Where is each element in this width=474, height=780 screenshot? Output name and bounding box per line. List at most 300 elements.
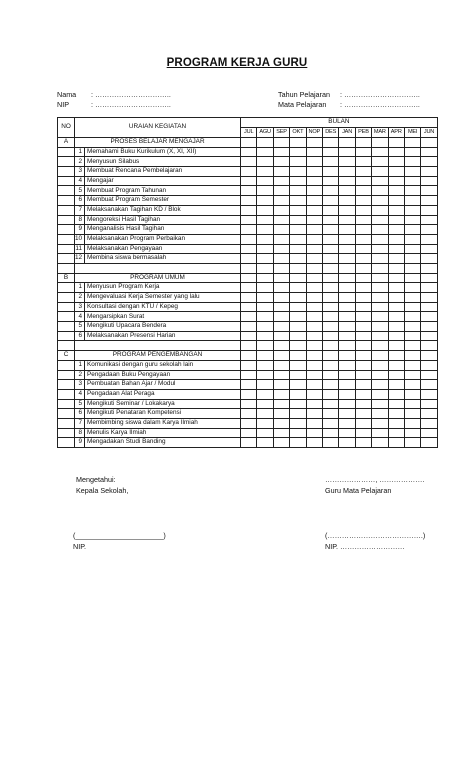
- row-blank: [58, 167, 75, 177]
- item-text: Mengikuti Penataran Kompetensi: [85, 409, 241, 419]
- month-cell: [404, 370, 420, 380]
- month-cell: [306, 399, 322, 409]
- month-cell: [421, 312, 437, 322]
- month-cell: [241, 244, 257, 254]
- month-cell: [339, 380, 355, 390]
- month-cell: [388, 147, 404, 157]
- item-number: 3: [75, 167, 85, 177]
- page-title: PROGRAM KERJA GURU: [166, 57, 308, 69]
- month-cell: [290, 147, 306, 157]
- table-row: [58, 418, 438, 428]
- item-number: 1: [75, 360, 85, 370]
- month-cell: [241, 215, 257, 225]
- month-cell: [355, 234, 371, 244]
- month-cell: [290, 186, 306, 196]
- month-cell: [241, 302, 257, 312]
- month-cell: [241, 370, 257, 380]
- month-cell: [388, 254, 404, 264]
- month-cell: [322, 283, 338, 293]
- month-cell: [322, 351, 338, 361]
- item-number: 12: [75, 254, 85, 264]
- month-cell: [322, 273, 338, 283]
- month-cell: [404, 215, 420, 225]
- month-cell: [388, 234, 404, 244]
- month-cell: [388, 205, 404, 215]
- month-cell: [290, 428, 306, 438]
- table-row: [58, 234, 438, 244]
- spacer-cell: [58, 263, 75, 273]
- month-cell: [404, 283, 420, 293]
- month-cell: [388, 418, 404, 428]
- item-text: Melaksanakan Presensi Harian: [85, 331, 241, 341]
- table-row: [58, 147, 438, 157]
- month-cell: [306, 428, 322, 438]
- month-cell: [372, 380, 388, 390]
- meta-tahun: [278, 90, 420, 100]
- month-cell: [290, 167, 306, 177]
- month-cell: [322, 380, 338, 390]
- row-blank: [58, 312, 75, 322]
- month-cell: [421, 370, 437, 380]
- month-cell: [339, 263, 355, 273]
- month-cell: [273, 409, 289, 419]
- footer-left-name: (______________________): [73, 531, 166, 540]
- month-cell: [388, 293, 404, 303]
- row-blank: [58, 418, 75, 428]
- month-cell: [339, 341, 355, 351]
- item-text: Melaksanakan Program Perbaikan: [85, 234, 241, 244]
- month-cell: [355, 389, 371, 399]
- month-cell: [306, 147, 322, 157]
- table-row: [58, 176, 438, 186]
- month-cell: [339, 147, 355, 157]
- month-cell: [257, 389, 273, 399]
- month-cell: [388, 399, 404, 409]
- item-number: 6: [75, 331, 85, 341]
- month-cell: [404, 322, 420, 332]
- month-cell: [257, 138, 273, 148]
- row-blank: [58, 225, 75, 235]
- month-cell: [241, 293, 257, 303]
- month-cell: [421, 147, 437, 157]
- month-cell: [404, 234, 420, 244]
- month-cell: [306, 244, 322, 254]
- month-cell: [372, 341, 388, 351]
- month-cell: [290, 418, 306, 428]
- month-cell: [290, 205, 306, 215]
- table-row: [58, 428, 438, 438]
- month-cell: [388, 215, 404, 225]
- month-cell: [355, 438, 371, 448]
- month-cell: [355, 176, 371, 186]
- month-cell: [257, 147, 273, 157]
- month-cell: [388, 225, 404, 235]
- item-text: Mengadakan Studi Banding: [85, 438, 241, 448]
- month-cell: [339, 215, 355, 225]
- month-cell: [322, 225, 338, 235]
- month-cell: [273, 205, 289, 215]
- month-cell: [322, 418, 338, 428]
- month-cell: [322, 370, 338, 380]
- month-cell: [421, 254, 437, 264]
- row-blank: [58, 370, 75, 380]
- item-number: 5: [75, 399, 85, 409]
- month-cell: [306, 438, 322, 448]
- month-cell: [322, 341, 338, 351]
- item-number: 8: [75, 215, 85, 225]
- month-cell: [241, 438, 257, 448]
- month-cell: [372, 138, 388, 148]
- month-cell: [372, 196, 388, 206]
- item-number: 4: [75, 389, 85, 399]
- month-cell: [241, 186, 257, 196]
- month-cell: [257, 360, 273, 370]
- row-blank: [58, 399, 75, 409]
- row-blank: [58, 331, 75, 341]
- month-cell: [404, 293, 420, 303]
- month-header: JAN: [339, 128, 355, 138]
- month-cell: [339, 438, 355, 448]
- month-cell: [421, 176, 437, 186]
- table-row: [58, 254, 438, 264]
- month-cell: [339, 428, 355, 438]
- month-cell: [372, 254, 388, 264]
- month-cell: [421, 157, 437, 167]
- month-cell: [322, 215, 338, 225]
- month-cell: [388, 167, 404, 177]
- month-cell: [404, 341, 420, 351]
- month-cell: [355, 138, 371, 148]
- month-cell: [306, 273, 322, 283]
- month-cell: [241, 147, 257, 157]
- month-cell: [339, 418, 355, 428]
- month-cell: [241, 263, 257, 273]
- month-cell: [257, 176, 273, 186]
- meta-nama-value: : …………………………..: [91, 90, 171, 99]
- table-row: [58, 244, 438, 254]
- month-cell: [273, 428, 289, 438]
- month-cell: [241, 312, 257, 322]
- month-cell: [355, 244, 371, 254]
- month-cell: [421, 428, 437, 438]
- month-cell: [290, 176, 306, 186]
- month-cell: [404, 428, 420, 438]
- month-cell: [241, 389, 257, 399]
- row-blank: [58, 176, 75, 186]
- item-number: 1: [75, 147, 85, 157]
- month-cell: [306, 157, 322, 167]
- item-text: Pembuatan Bahan Ajar / Modul: [85, 380, 241, 390]
- item-number: 6: [75, 409, 85, 419]
- month-cell: [388, 389, 404, 399]
- month-cell: [273, 254, 289, 264]
- month-cell: [241, 418, 257, 428]
- table-row: [58, 302, 438, 312]
- month-cell: [241, 409, 257, 419]
- item-text: Komunikasi dengan guru sekolah lain: [85, 360, 241, 370]
- month-cell: [241, 234, 257, 244]
- month-cell: [355, 360, 371, 370]
- meta-mapel-value: : …………………………..: [340, 100, 420, 109]
- item-text: Membimbing siswa dalam Karya Ilmiah: [85, 418, 241, 428]
- row-blank: [58, 205, 75, 215]
- month-cell: [273, 341, 289, 351]
- row-blank: [58, 147, 75, 157]
- table-row: [58, 399, 438, 409]
- month-cell: [372, 186, 388, 196]
- month-cell: [306, 254, 322, 264]
- month-cell: [388, 196, 404, 206]
- month-cell: [421, 293, 437, 303]
- month-cell: [421, 322, 437, 332]
- item-text: Mengikuti Upacara Bendera: [85, 322, 241, 332]
- month-cell: [273, 234, 289, 244]
- month-cell: [388, 157, 404, 167]
- month-cell: [241, 360, 257, 370]
- month-cell: [355, 322, 371, 332]
- col-uraian-header: URAIAN KEGIATAN: [75, 118, 241, 138]
- month-cell: [306, 312, 322, 322]
- month-cell: [257, 283, 273, 293]
- spacer-cell: [75, 341, 241, 351]
- month-cell: [421, 351, 437, 361]
- month-cell: [257, 186, 273, 196]
- month-cell: [388, 176, 404, 186]
- month-cell: [421, 196, 437, 206]
- table-row: [58, 215, 438, 225]
- month-header: AGU: [257, 128, 273, 138]
- month-cell: [355, 225, 371, 235]
- month-cell: [273, 147, 289, 157]
- month-cell: [355, 273, 371, 283]
- month-cell: [273, 389, 289, 399]
- item-text: Melaksanakan Pengayaan: [85, 244, 241, 254]
- month-cell: [306, 380, 322, 390]
- month-cell: [257, 273, 273, 283]
- month-cell: [421, 360, 437, 370]
- month-header: JUL: [241, 128, 257, 138]
- month-cell: [339, 389, 355, 399]
- month-cell: [257, 302, 273, 312]
- month-cell: [273, 322, 289, 332]
- month-cell: [404, 409, 420, 419]
- row-blank: [58, 234, 75, 244]
- month-cell: [322, 263, 338, 273]
- month-cell: [306, 234, 322, 244]
- month-cell: [339, 351, 355, 361]
- footer-right-sign: [325, 530, 425, 552]
- month-cell: [421, 438, 437, 448]
- item-text: Membina siswa bermasalah: [85, 254, 241, 264]
- month-cell: [404, 254, 420, 264]
- row-blank: [58, 215, 75, 225]
- month-cell: [306, 389, 322, 399]
- meta-nip-value: : …………………………..: [91, 100, 171, 109]
- section-letter: B: [58, 273, 75, 283]
- month-cell: [241, 138, 257, 148]
- item-text: Memahami Buku Kurikulum (X, XI, XII): [85, 147, 241, 157]
- month-cell: [339, 322, 355, 332]
- month-cell: [257, 196, 273, 206]
- month-cell: [290, 331, 306, 341]
- month-cell: [421, 244, 437, 254]
- month-cell: [404, 312, 420, 322]
- month-cell: [273, 399, 289, 409]
- month-cell: [322, 254, 338, 264]
- item-number: 5: [75, 186, 85, 196]
- row-blank: [58, 302, 75, 312]
- footer-kepala-sekolah: Kepala Sekolah,: [76, 486, 129, 495]
- month-cell: [339, 312, 355, 322]
- month-cell: [241, 341, 257, 351]
- month-cell: [404, 351, 420, 361]
- table-row: [58, 283, 438, 293]
- meta-nip: [57, 100, 171, 110]
- month-cell: [290, 409, 306, 419]
- month-cell: [372, 293, 388, 303]
- month-cell: [355, 186, 371, 196]
- table-row: [58, 322, 438, 332]
- month-cell: [355, 293, 371, 303]
- item-text: Menyusun Silabus: [85, 157, 241, 167]
- month-cell: [404, 167, 420, 177]
- month-cell: [339, 196, 355, 206]
- month-cell: [372, 215, 388, 225]
- month-cell: [421, 331, 437, 341]
- month-cell: [322, 234, 338, 244]
- month-cell: [257, 205, 273, 215]
- month-cell: [290, 322, 306, 332]
- month-cell: [290, 157, 306, 167]
- section-heading: PROGRAM PENGEMBANGAN: [75, 351, 241, 361]
- month-cell: [388, 283, 404, 293]
- month-cell: [421, 167, 437, 177]
- month-cell: [273, 167, 289, 177]
- month-cell: [306, 263, 322, 273]
- month-cell: [257, 215, 273, 225]
- month-cell: [322, 322, 338, 332]
- row-blank: [58, 283, 75, 293]
- month-cell: [257, 293, 273, 303]
- month-cell: [257, 418, 273, 428]
- month-cell: [273, 293, 289, 303]
- meta-mapel: [278, 100, 420, 110]
- month-cell: [290, 234, 306, 244]
- spacer-cell: [58, 341, 75, 351]
- spacer-row: [58, 341, 438, 351]
- item-number: 4: [75, 176, 85, 186]
- col-bulan-header: BULAN: [241, 118, 438, 128]
- month-cell: [339, 283, 355, 293]
- month-cell: [257, 322, 273, 332]
- month-cell: [388, 341, 404, 351]
- item-number: 10: [75, 234, 85, 244]
- month-cell: [388, 138, 404, 148]
- month-cell: [388, 273, 404, 283]
- month-cell: [306, 293, 322, 303]
- month-cell: [404, 147, 420, 157]
- month-header: PEB: [355, 128, 371, 138]
- month-cell: [241, 176, 257, 186]
- month-cell: [339, 167, 355, 177]
- meta-left: [57, 90, 171, 110]
- item-number: 1: [75, 283, 85, 293]
- month-cell: [257, 263, 273, 273]
- month-cell: [322, 331, 338, 341]
- month-cell: [322, 389, 338, 399]
- month-cell: [241, 254, 257, 264]
- meta-nama: [57, 90, 171, 100]
- month-cell: [355, 399, 371, 409]
- month-cell: [241, 167, 257, 177]
- month-cell: [306, 283, 322, 293]
- month-cell: [404, 380, 420, 390]
- month-cell: [339, 273, 355, 283]
- month-cell: [339, 399, 355, 409]
- row-blank: [58, 196, 75, 206]
- month-cell: [290, 293, 306, 303]
- month-cell: [290, 244, 306, 254]
- month-cell: [306, 370, 322, 380]
- month-cell: [372, 360, 388, 370]
- month-cell: [241, 157, 257, 167]
- month-cell: [355, 312, 371, 322]
- month-cell: [290, 438, 306, 448]
- month-cell: [306, 341, 322, 351]
- item-text: Mengevaluasi Kerja Semester yang lalu: [85, 293, 241, 303]
- month-cell: [241, 273, 257, 283]
- month-cell: [372, 225, 388, 235]
- table-row: [58, 157, 438, 167]
- month-header: JUN: [421, 128, 437, 138]
- item-text: Pengadaan Buku Pengayaan: [85, 370, 241, 380]
- item-text: Mengarsipkan Surat: [85, 312, 241, 322]
- section-header-row: [58, 273, 438, 283]
- month-cell: [273, 283, 289, 293]
- month-cell: [372, 244, 388, 254]
- month-cell: [306, 215, 322, 225]
- month-cell: [241, 322, 257, 332]
- month-cell: [290, 389, 306, 399]
- month-cell: [273, 331, 289, 341]
- month-cell: [322, 147, 338, 157]
- section-letter: A: [58, 138, 75, 148]
- month-cell: [273, 380, 289, 390]
- month-cell: [290, 254, 306, 264]
- row-blank: [58, 293, 75, 303]
- month-cell: [290, 138, 306, 148]
- row-blank: [58, 409, 75, 419]
- month-cell: [290, 370, 306, 380]
- footer-left-sign: [73, 530, 166, 552]
- month-cell: [306, 331, 322, 341]
- meta-mapel-label: Mata Pelajaran: [278, 100, 327, 109]
- table-row: [58, 196, 438, 206]
- item-number: 7: [75, 205, 85, 215]
- month-cell: [290, 273, 306, 283]
- month-cell: [421, 341, 437, 351]
- month-cell: [322, 205, 338, 215]
- month-cell: [404, 205, 420, 215]
- month-cell: [322, 138, 338, 148]
- section-header-row: [58, 138, 438, 148]
- row-blank: [58, 428, 75, 438]
- month-cell: [372, 312, 388, 322]
- month-cell: [306, 176, 322, 186]
- item-text: Membuat Rencana Pembelajaran: [85, 167, 241, 177]
- meta-nip-label: NIP: [57, 100, 69, 109]
- month-cell: [257, 157, 273, 167]
